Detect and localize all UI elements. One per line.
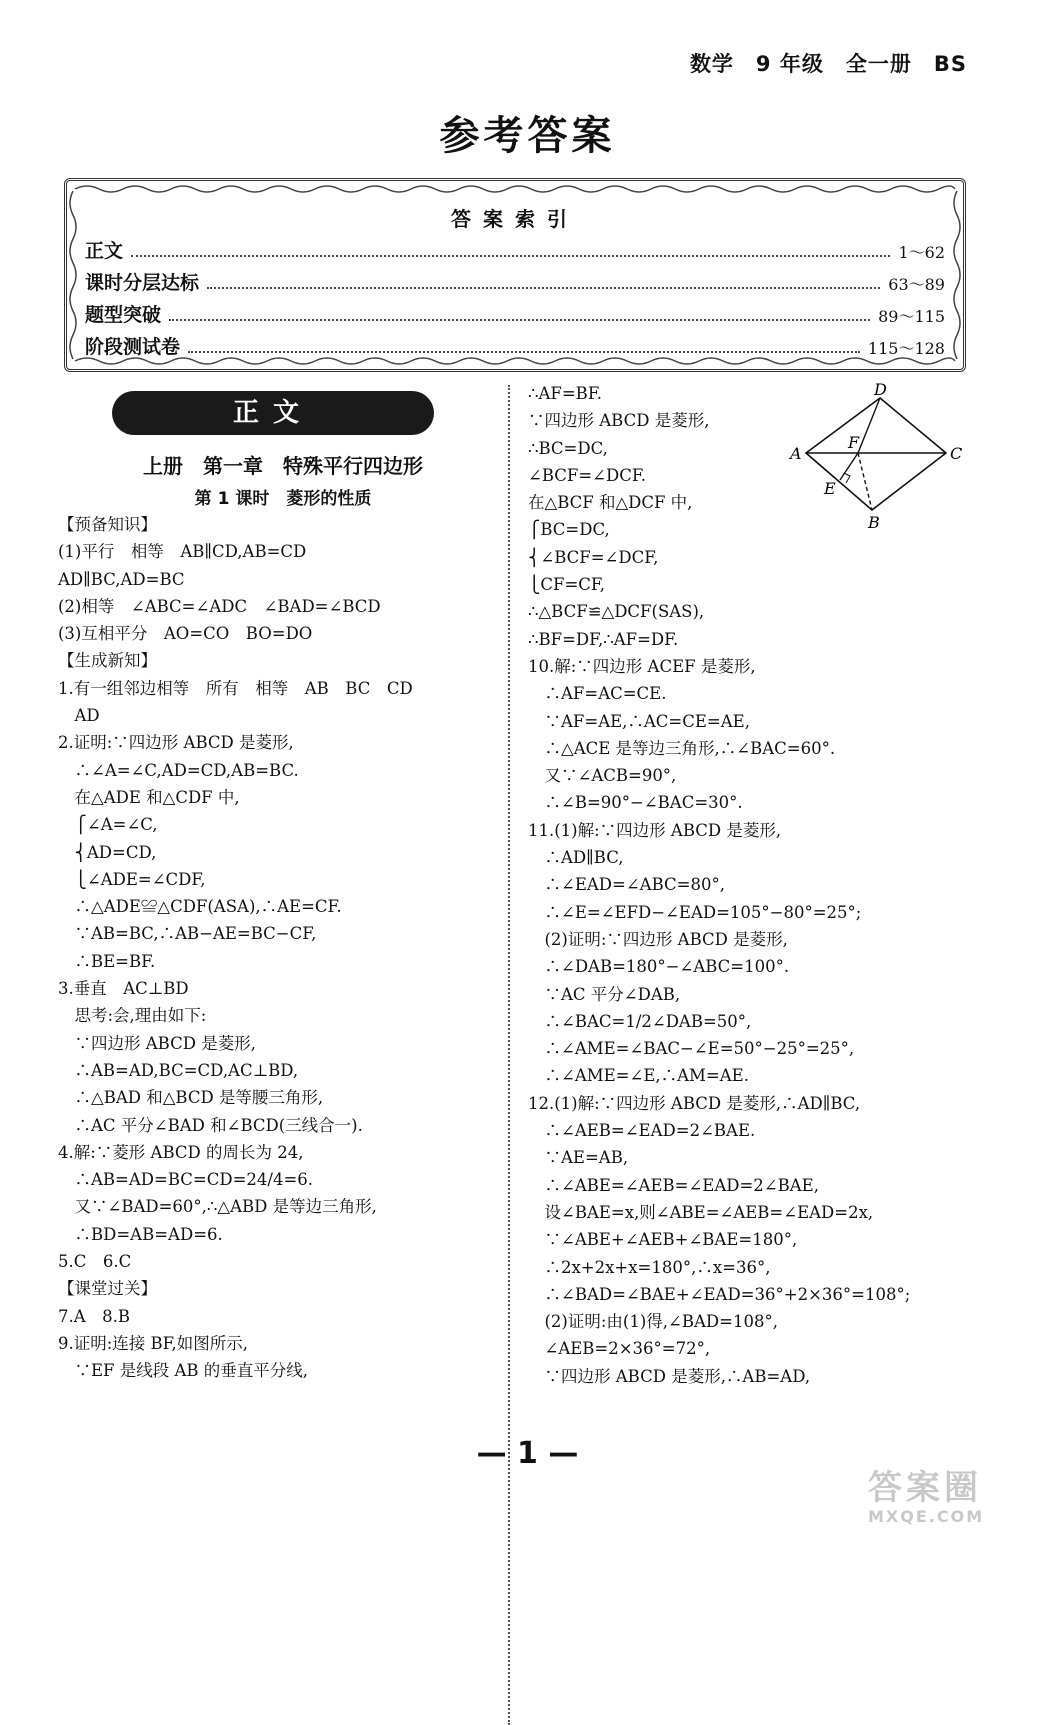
answer-line: ∴2x+2x+x=180°,∴x=36°, [528, 1257, 771, 1277]
answer-line: 【课堂过关】 [58, 1279, 157, 1299]
left-answer-column [58, 511, 488, 1385]
answer-line: 设∠BAE=x,则∠ABE=∠AEB=∠EAD=2x, [528, 1202, 874, 1222]
answer-line: 又∵∠BAD=60°,∴△ABD 是等边三角形, [58, 1197, 377, 1217]
answer-line: 1.有一组邻边相等 所有 相等 AB BC CD [58, 678, 413, 698]
leader-dots [188, 351, 860, 353]
answer-line: ∴∠A=∠C,AD=CD,AB=BC. [58, 760, 299, 780]
leader-dots [131, 255, 890, 257]
leader-dots [207, 287, 880, 289]
answer-line: 3.垂直 AC⊥BD [58, 979, 189, 999]
index-row-label: 题型突破 [85, 304, 162, 326]
watermark-logo [868, 1460, 1048, 1530]
rhombus-figure [780, 380, 980, 530]
answer-line: ∵四边形 ABCD 是菱形, [528, 411, 710, 431]
column-divider [508, 385, 510, 1725]
answer-line: ∴∠DAB=180°−∠ABC=100°. [528, 957, 790, 977]
answer-line: ∴BF=DF,∴AF=DF. [528, 629, 679, 649]
answer-line: ∵AF=AE,∴AC=CE=AE, [528, 711, 750, 731]
answer-line: 12.(1)解:∵四边形 ABCD 是菱形,∴AD∥BC, [528, 1093, 861, 1113]
index-row [85, 297, 945, 327]
watermark-text: 答案圈 [868, 1468, 982, 1508]
answer-line: ∴△BAD 和△BCD 是等腰三角形, [58, 1088, 324, 1108]
answer-line: 10.解:∵四边形 ACEF 是菱形, [528, 656, 756, 676]
answer-line: ∵AC 平分∠DAB, [528, 984, 681, 1004]
answer-line: ⎨∠BCF=∠DCF, [528, 547, 659, 567]
header-tag: 数学 9 年级 全一册 BS [689, 52, 967, 76]
answer-line: ∴∠B=90°−∠BAC=30°. [528, 793, 743, 813]
label-e: E [824, 479, 836, 498]
answer-line: (2)证明:∵四边形 ABCD 是菱形, [528, 929, 788, 949]
answer-line: 5.C 6.C [58, 1252, 132, 1272]
answer-index-box [64, 178, 966, 372]
answer-line: 思考:会,理由如下: [58, 1006, 207, 1026]
answer-line: ∴∠BAC=1/2∠DAB=50°, [528, 1011, 752, 1031]
page-number: — 1 — [476, 1436, 579, 1471]
right-answer-column [528, 380, 988, 1390]
answer-line: ∴∠BAD=∠BAE+∠EAD=36°+2×36°=108°; [528, 1284, 911, 1304]
answer-line: ∴AB=AD,BC=CD,AC⊥BD, [58, 1060, 299, 1080]
label-d: D [874, 380, 887, 399]
answer-line: 7.A 8.B [58, 1306, 131, 1326]
answer-line: ∵AB=BC,∴AB−AE=BC−CF, [58, 924, 317, 944]
answer-line: 【生成新知】 [58, 651, 157, 671]
answer-line: ∴∠AEB=∠EAD=2∠BAE. [528, 1121, 756, 1141]
answer-line: ⎩CF=CF, [528, 575, 606, 595]
answer-line: ∴AF=AC=CE. [528, 684, 667, 704]
answer-line: 4.解:∵菱形 ABCD 的周长为 24, [58, 1142, 304, 1162]
answer-line: 在△ADE 和△CDF 中, [58, 787, 240, 807]
index-title: 答案索引 [451, 207, 579, 231]
answer-line: 又∵∠ACB=90°, [528, 766, 677, 786]
index-row-pages: 115～128 [867, 339, 945, 358]
index-row-pages: 1～62 [898, 243, 945, 262]
answer-line: AD∥BC,AD=BC [58, 569, 185, 589]
answer-line: (2)证明:由(1)得,∠BAD=108°, [528, 1312, 778, 1332]
answer-line: ∴∠AME=∠BAC−∠E=50°−25°=25°, [528, 1039, 855, 1059]
page-title: 参考答案 [439, 113, 616, 159]
answer-line: ∵EF 是线段 AB 的垂直平分线, [58, 1361, 309, 1381]
answer-line: 2.证明:∵四边形 ABCD 是菱形, [58, 733, 294, 753]
label-b: B [868, 513, 880, 530]
answer-line: (2)相等 ∠ABC=∠ADC ∠BAD=∠BCD [58, 596, 381, 616]
right-angle-mark [844, 473, 850, 483]
answer-line: 在△BCF 和△DCF 中, [528, 493, 693, 513]
answer-line: ∵AE=AB, [528, 1148, 629, 1168]
watermark-url: MXQE.COM [868, 1507, 985, 1526]
answer-line: ∠AEB=2×36°=72°, [528, 1339, 711, 1359]
chapter-title: 上册 第一章 特殊平行四边形 [143, 454, 423, 478]
index-row [85, 265, 945, 295]
answer-line: ∵四边形 ABCD 是菱形, [58, 1033, 256, 1053]
index-row [85, 233, 945, 263]
answer-line: ∴△ACE 是等边三角形,∴∠BAC=60°. [528, 738, 836, 758]
answer-line: ∴AD∥BC, [528, 848, 624, 868]
answer-line: ∴AB=AD=BC=CD=24/4=6. [58, 1170, 314, 1190]
answer-line: 【预备知识】 [58, 515, 157, 534]
answer-line: ∴∠EAD=∠ABC=80°, [528, 875, 725, 895]
answer-line: (1)平行 相等 AB∥CD,AB=CD [58, 542, 307, 562]
label-c: C [950, 444, 963, 463]
section-banner: 正文 [112, 391, 434, 435]
answer-line: 11.(1)解:∵四边形 ABCD 是菱形, [528, 820, 782, 840]
answer-line: ∵∠ABE+∠AEB+∠BAE=180°, [528, 1230, 798, 1250]
answer-line: (3)互相平分 AO=CO BO=DO [58, 624, 313, 644]
segment-bf [858, 453, 872, 510]
answer-line: ∴BD=AB=AD=6. [58, 1224, 223, 1244]
answer-line: ⎩∠ADE=∠CDF, [58, 869, 206, 889]
index-row-pages: 89～115 [878, 307, 945, 326]
answer-line: ∴AF=BF. [528, 384, 602, 403]
answer-line: ⎧∠A=∠C, [58, 815, 158, 835]
answer-line: ∴△ADE≌△CDF(ASA),∴AE=CF. [58, 897, 342, 917]
answer-line: 9.证明:连接 BF,如图所示, [58, 1333, 249, 1353]
answer-line: AD [58, 706, 100, 726]
answer-line: ∴∠AME=∠E,∴AM=AE. [528, 1066, 749, 1086]
answer-line: ⎨AD=CD, [58, 842, 157, 862]
index-row [85, 329, 945, 359]
answer-line: ∵四边形 ABCD 是菱形,∴AB=AD, [528, 1366, 811, 1386]
leader-dots [169, 319, 870, 321]
index-row-label: 正文 [85, 240, 124, 262]
answer-line: ⎧BC=DC, [528, 520, 610, 540]
lesson-title: 第 1 课时 菱形的性质 [194, 489, 372, 509]
index-row-label: 阶段测试卷 [85, 336, 181, 358]
answer-line: ∴BC=DC, [528, 438, 608, 458]
label-a: A [790, 444, 802, 463]
answer-line: ∴BE=BF. [58, 951, 156, 971]
index-row-pages: 63～89 [888, 275, 945, 294]
answer-line: ∴∠ABE=∠AEB=∠EAD=2∠BAE, [528, 1175, 819, 1195]
answer-line: ∴∠E=∠EFD−∠EAD=105°−80°=25°; [528, 902, 862, 922]
answer-line: ∴△BCF≌△DCF(SAS), [528, 602, 705, 622]
index-row-label: 课时分层达标 [85, 272, 200, 294]
answer-line: ∠BCF=∠DCF. [528, 465, 646, 485]
label-f: F [848, 433, 860, 452]
answer-line: ∴AC 平分∠BAD 和∠BCD(三线合一). [58, 1115, 363, 1135]
